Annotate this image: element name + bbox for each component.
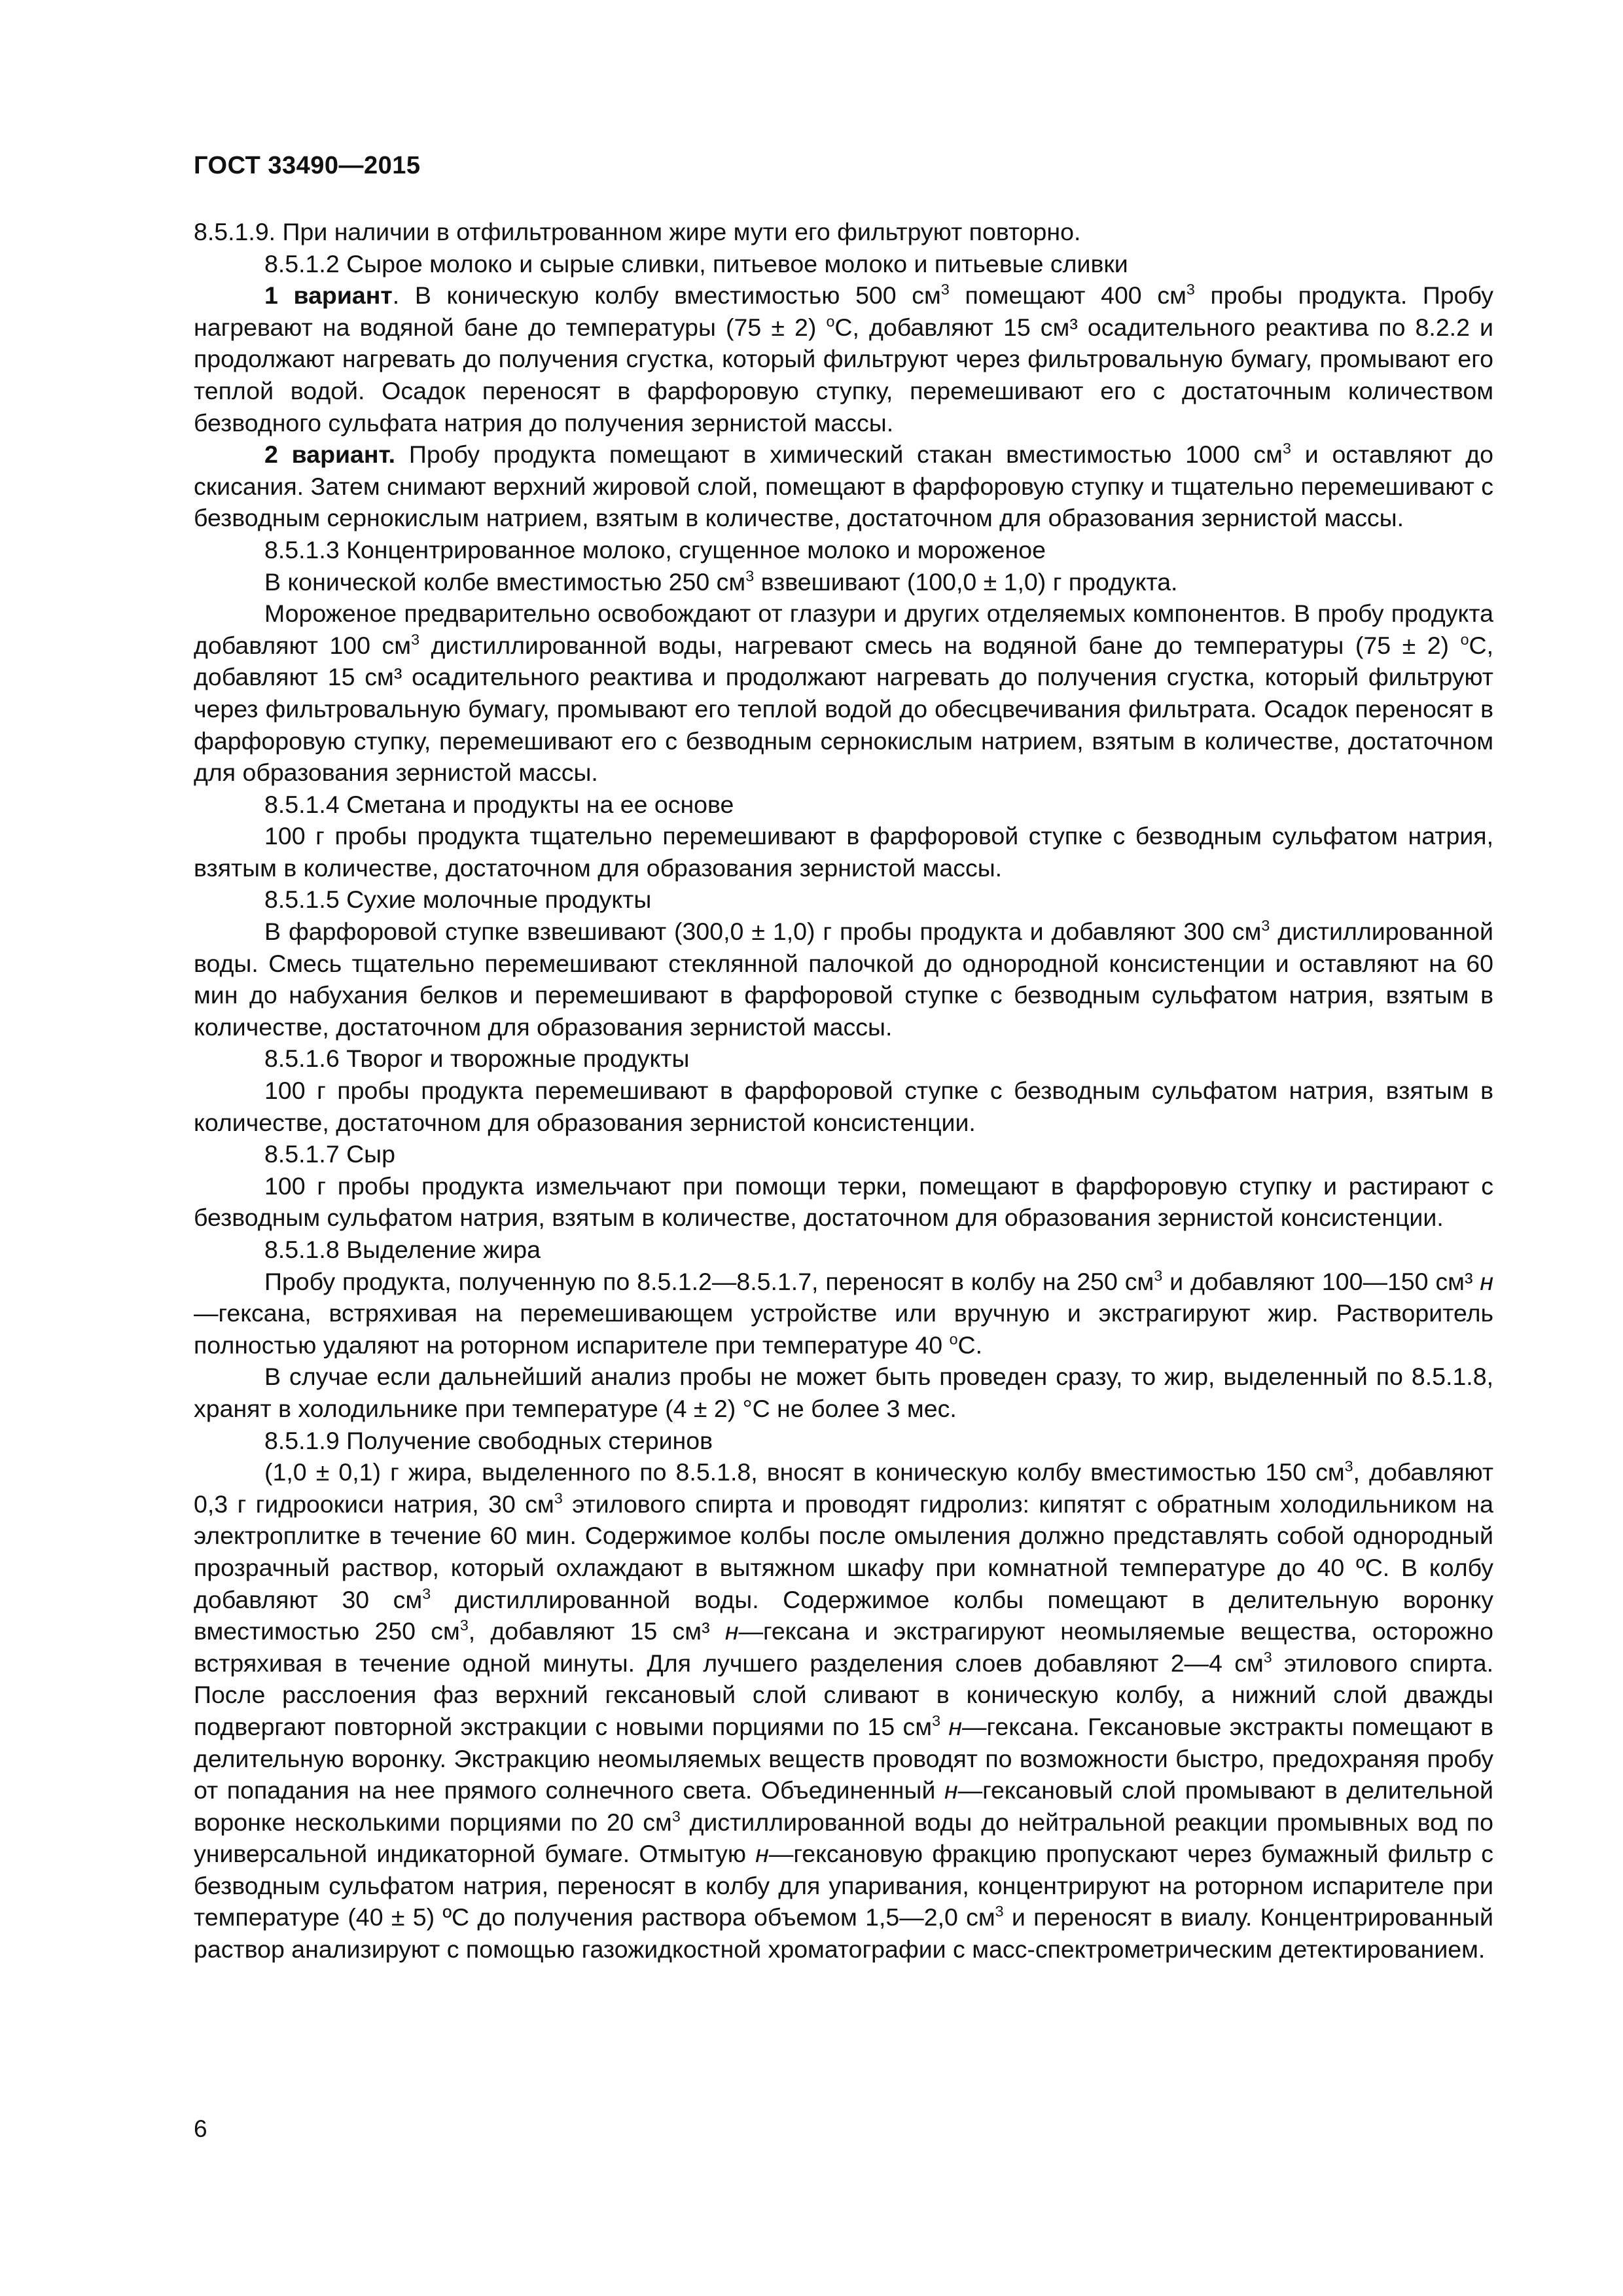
variant-1-label: 1 вариант bbox=[264, 281, 393, 310]
paragraph-dry-milk: В фарфоровой ступке взвешивают (300,0 ± 1,0) г пробы продукта и добавляют 300 $см^3$ дистиллированной воды. Смесь тщательно перемешивают стеклянной палочкой до однородной консистенции и оставляют на 60 мин до набухания белков и перемешивают в фарфоровой ступке с безводным сульфатом натрия, взятым в количестве, достаточном для образования зернистой массы. bbox=[194, 917, 1493, 1041]
paragraph-concentrated-milk: В конической колбе вместимостью 250 $см^3$ взвешивают (100,0 ± 1,0) г продукта. bbox=[264, 567, 1178, 596]
paragraph-variant-2 bbox=[194, 439, 1493, 534]
section-heading-8-5-1-4: 8.5.1.4 Сметана и продукты на ее основе bbox=[264, 790, 734, 818]
paragraph-8-5-1-9-note: 8.5.1.9. При наличии в отфильтрованном жире мути его фильтруют повторно. bbox=[194, 218, 1081, 245]
section-heading-8-5-1-2: 8.5.1.2 Сырое молоко и сырые сливки, питьевое молоко и питьевые сливки bbox=[264, 249, 1128, 278]
section-heading-8-5-1-9: 8.5.1.9 Получение свободных стеринов bbox=[264, 1426, 713, 1454]
variant-2-label: 2 вариант. bbox=[264, 440, 396, 469]
paragraph-ice-cream: Мороженое предварительно освобождают от глазури и других отделяемых компонентов. В пробу продукта добавляют 100 $см^3$ дистиллированной воды, нагревают смесь на водяной бане до температуры (75 ± 2) $^о$С, добавляют 15 см³ осадительного реактива и продолжают нагревать до получения сгустка, который фильтруют через фильтровальную бумагу, промывают его теплой водой до обесцвечивания фильтрата. Осадок переносят в фарфоровую ступку, перемешивают его с безводным сернокислым натрием, взятым в количестве, достаточном для образования зернистой массы. bbox=[194, 600, 1494, 787]
document-body bbox=[194, 216, 1493, 1965]
document-header: ГОСТ 33490—2015 bbox=[194, 152, 421, 179]
paragraph-variant-1 bbox=[194, 279, 1493, 439]
section-heading-8-5-1-7: 8.5.1.7 Сыр bbox=[264, 1140, 395, 1168]
paragraph-cottage-cheese: 100 г пробы продукта перемешивают в фарфоровой ступке с безводным сульфатом натрия, взятым в количестве, достаточном для образования зернистой консистенции. bbox=[194, 1077, 1493, 1136]
page-number: 6 bbox=[194, 2115, 207, 2142]
variant-2-text: Пробу продукта помещают в химический стакан вместимостью 1000 $см^3$ и оставляют до скисания. Затем снимают верхний жировой слой, помещают в фарфоровую ступку и тщательно перемешивают с безводным сернокислым натрием, взятым в количестве, достаточном для образования зернистой массы. bbox=[194, 440, 1493, 532]
section-heading-8-5-1-8: 8.5.1.8 Выделение жира bbox=[264, 1236, 541, 1263]
section-heading-8-5-1-3: 8.5.1.3 Концентрированное молоко, сгущенное молоко и мороженое bbox=[264, 535, 1046, 564]
paragraph-sour-cream: 100 г пробы продукта тщательно перемешивают в фарфоровой ступке с безводным сульфатом натрия, взятым в количестве, достаточном для образования зернистой массы. bbox=[194, 822, 1493, 882]
paragraph-cheese: 100 г пробы продукта измельчают при помощи терки, помещают в фарфоровую ступку и растирают с безводным сульфатом натрия, взятым в количестве, достаточном для образования зернистой консистенции. bbox=[194, 1172, 1493, 1232]
paragraph-sterols: (1,0 ± 0,1) г жира, выделенного по 8.5.1.8, вносят в коническую колбу вместимостью 150 $см^3$, добавляют 0,3 г гидроокиси натрия, 30 $см^3$ этилового спирта и проводят гидролиз: кипятят с обратным холодильником на электроплитке в течение 60 мин. Содержимое колбы после омыления должно представлять собой однородный прозрачный раствор, который охлаждают в вытяжном шкафу при комнатной температуре до 40 ºС. В колбу добавляют 30 $см^3$ дистиллированной воды. Содержимое колбы помещают в делительную воронку вместимостью 250 $см^3$, добавляют 15 см³ н—гексана и экстрагируют неомыляемые вещества, осторожно встряхивая в течение одной минуты. Для лучшего разделения слоев добавляют 2—4 $см^3$ этилового спирта. После расслоения фаз верхний гексановый слой сливают в коническую колбу, а нижний слой дважды подвергают повторной экстракции с новыми порциями по 15 $см^3$ н—гексана. Гексановые экстракты помещают в делительную воронку. Экстракцию неомыляемых веществ проводят по возможности быстро, предохраняя пробу от попадания на нее прямого солнечного света. Объединенный н—гексановый слой промывают в делительной воронке несколькими порциями по 20 $см^3$ дистиллированной воды до нейтральной реакции промывных вод по универсальной индикаторной бумаге. Отмытую н—гексановую фракцию пропускают через бумажный фильтр с безводным сульфатом натрия, переносят в колбу для упаривания, концентрируют на роторном испарителе при температуре (40 ± 5) ºС до получения раствора объемом 1,5—2,0 $см^3$ и переносят в виалу. Концентрированный раствор анализируют с помощью газожидкостной хроматографии с масс-спектрометрическим детектированием. bbox=[194, 1458, 1494, 1964]
section-heading-8-5-1-5: 8.5.1.5 Сухие молочные продукты bbox=[264, 886, 652, 914]
variant-1-text: . В коническую колбу вместимостью 500 $см^3$ помещают 400 $см^3$ пробы продукта. Пробу нагревают на водяной бане до температуры (75 ± 2) $^о$С, добавляют 15 см³ осадительного реактива по 8.2.2 и продолжают нагревать до получения сгустка, который фильтруют через фильтровальную бумагу, промывают его теплой водой. Осадок переносят в фарфоровую ступку, перемешивают его с достаточным количеством безводного сульфата натрия до получения зернистой массы. bbox=[194, 281, 1493, 437]
paragraph-fat-extraction: Пробу продукта, полученную по 8.5.1.2—8.5.1.7, переносят в колбу на 250 $см^3$ и добавляют 100—150 см³ н—гексана, встряхивая на перемешивающем устройстве или вручную и экстрагируют жир. Растворитель полностью удаляют на роторном испарителе при температуре 40 $^о$С. bbox=[194, 1266, 1493, 1359]
paragraph-fat-storage: В случае если дальнейший анализ пробы не может быть проведен сразу, то жир, выделенный по 8.5.1.8, хранят в холодильнике при температуре (4 ± 2) °С не более 3 мес. bbox=[194, 1363, 1493, 1422]
section-heading-8-5-1-6: 8.5.1.6 Творог и творожные продукты bbox=[264, 1045, 690, 1073]
